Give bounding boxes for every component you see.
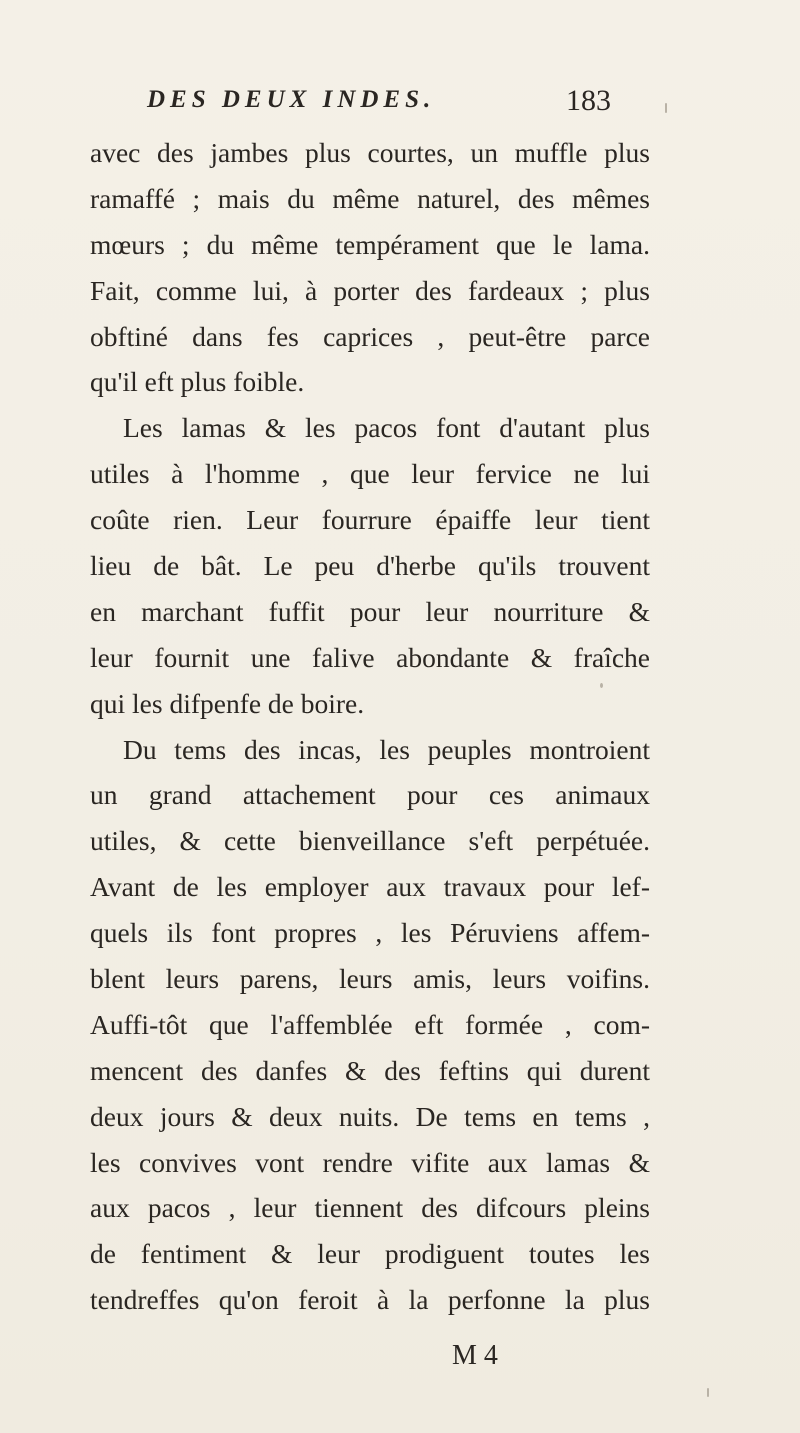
page-number: 183 [566, 84, 611, 117]
text-line: quels ils font propres , les Péruviens affem- [90, 917, 650, 949]
text-line: blent leurs parens, leurs amis, leurs voifins. [90, 963, 650, 995]
paper-speck [600, 683, 603, 688]
text-line: qu'il eft plus foible. [90, 366, 305, 398]
paper-speck [707, 1388, 709, 1397]
text-line: les convives vont rendre vifite aux lamas & [90, 1146, 650, 1178]
running-head [147, 86, 627, 126]
signature-mark: M 4 [452, 1340, 498, 1371]
text-line: tendreffes qu'on feroit à la perfonne la plus [90, 1284, 650, 1316]
text-line: qui les difpenfe de boire. [90, 687, 365, 719]
text-line: mœurs ; du même tempérament que le lama. [90, 228, 650, 260]
text-line: coûte rien. Leur fourrure épaiffe leur tient [90, 504, 650, 536]
text-line: leur fournit une falive abondante & fraîche [90, 641, 650, 673]
text-line: utiles, & cette bienveillance s'eft perpétuée. [90, 825, 650, 857]
text-line: Du tems des incas, les peuples montroient [123, 733, 650, 765]
text-line: lieu de bât. Le peu d'herbe qu'ils trouvent [90, 550, 650, 582]
paper-speck [665, 103, 667, 113]
text-line: ramaffé ; mais du même naturel, des mêmes [90, 182, 650, 214]
text-line: Fait, comme lui, à porter des fardeaux ; plus [90, 274, 650, 306]
text-line: aux pacos , leur tiennent des difcours pleins [90, 1192, 650, 1224]
text-line: Les lamas & les pacos font d'autant plus [123, 412, 650, 444]
text-line: Auffi-tôt que l'affemblée eft formée , com- [90, 1008, 650, 1040]
text-line: de fentiment & leur prodiguent toutes les [90, 1238, 650, 1270]
text-line: Avant de les employer aux travaux pour lef- [90, 871, 650, 903]
text-line: deux jours & deux nuits. De tems en tems , [90, 1100, 650, 1132]
text-line: en marchant fuffit pour leur nourriture & [90, 595, 650, 627]
text-line: obftiné dans fes caprices , peut-être parce [90, 320, 650, 352]
text-line: mencent des danfes & des feftins qui durent [90, 1054, 650, 1086]
text-line: un grand attachement pour ces animaux [90, 779, 650, 811]
text-line: utiles à l'homme , que leur fervice ne lui [90, 458, 650, 490]
text-line: avec des jambes plus courtes, un muffle plus [90, 137, 650, 168]
running-head-title: DES DEUX INDES. [147, 86, 436, 113]
body-text [90, 130, 650, 1323]
